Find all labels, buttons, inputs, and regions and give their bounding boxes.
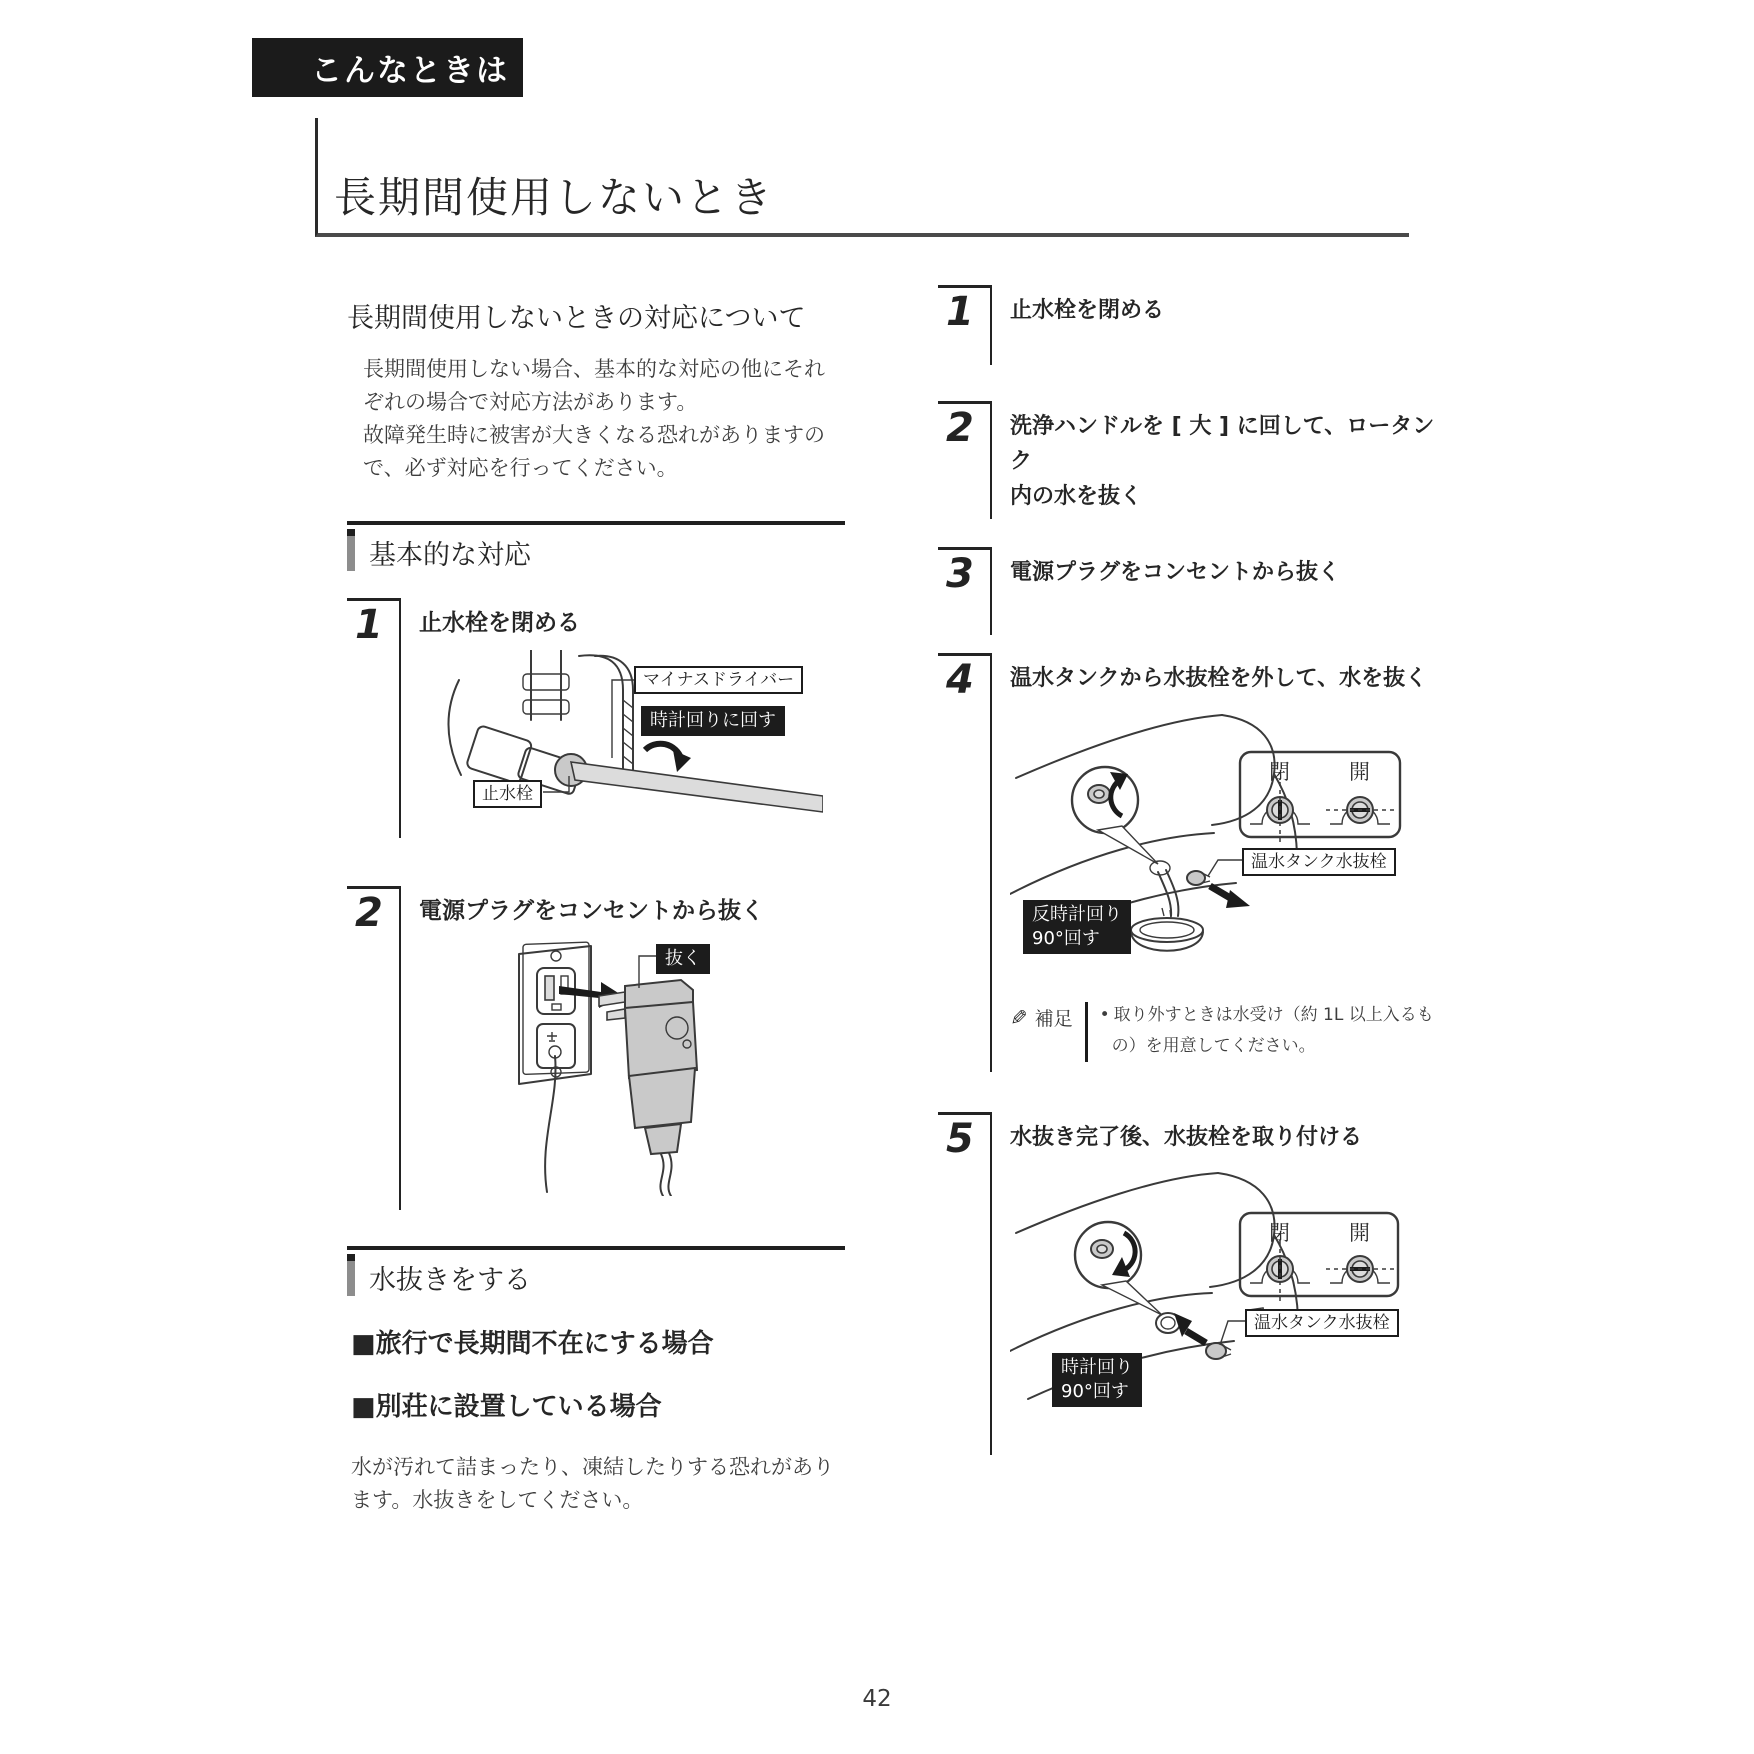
tank-plug-label: 温水タンク水抜栓 [1245, 1309, 1399, 1337]
right-step-1 [938, 285, 1438, 365]
step-number: 1 [347, 598, 401, 838]
power-plug-art [419, 940, 823, 1196]
step-title: 止水栓を閉める [419, 610, 580, 636]
step-title: 電源プラグをコンセントから抜く [419, 898, 764, 924]
step-title: 水抜き完了後、水抜栓を取り付ける [1010, 1125, 1363, 1150]
note-text [1100, 1000, 1434, 1062]
right-step-5 [938, 1112, 1438, 1455]
drain-case-2: ■別荘に設置している場合 [351, 1392, 662, 1422]
screwdriver-label: マイナスドライバー [634, 666, 803, 694]
tank-attach-diagram [1010, 1163, 1412, 1445]
turn-cw-label: 時計回り 90°回す [1052, 1353, 1142, 1407]
right-step-3 [938, 547, 1438, 635]
drain-line: ます。水抜きをしてください。 [351, 1488, 644, 1512]
note-label: ✎ 補足 [1010, 1005, 1073, 1030]
about-line: ぞれの場合で対応方法があります。 [363, 390, 698, 414]
about-line: で、必ず対応を行ってください。 [363, 456, 678, 480]
about-line: 長期間使用しない場合、基本的な対応の他にそれ [363, 357, 825, 381]
drain-line: 水が汚れて詰まったり、凍結したりする恐れがあり [351, 1455, 834, 1479]
basic-step-1 [347, 598, 845, 838]
about-line: 故障発生時に被害が大きくなる恐れがありますの [363, 423, 825, 447]
power-plug-diagram [419, 940, 823, 1196]
step-title: 止水栓を閉める [1010, 298, 1165, 323]
section-bar [347, 529, 355, 571]
step-number: 1 [938, 285, 992, 365]
step-number: 3 [938, 547, 992, 635]
note-line: • 取り外すときは水受け（約 1L 以上入るも [1099, 1005, 1434, 1025]
step-title: 電源プラグをコンセントから抜く [1010, 560, 1341, 585]
turn-clockwise-label: 時計回りに回す [641, 706, 785, 736]
about-heading: 長期間使用しないときの対応について [347, 303, 806, 334]
right-step-2 [938, 401, 1438, 519]
drain-section-heading: 水抜きをする [347, 1246, 845, 1297]
banner-label: こんなときは [311, 53, 509, 89]
basic-section-heading: 基本的な対応 [347, 521, 845, 572]
note-block [1010, 1000, 1438, 1062]
right-step-4 [938, 653, 1438, 1072]
stop-valve-label: 止水栓 [473, 780, 542, 808]
step-number: 2 [938, 401, 992, 519]
title-block [315, 118, 1409, 237]
step-title: 温水タンクから水抜栓を外して、水を抜く [1010, 666, 1428, 691]
step-number: 5 [938, 1112, 992, 1455]
drain-case-1: ■旅行で長期間不在にする場合 [351, 1329, 714, 1359]
right-column [938, 285, 1438, 1455]
open-label: 開 [1349, 1221, 1370, 1245]
step-title: 洗浄ハンドルを [ 大 ] に回して、ロータンク [1010, 414, 1435, 474]
note-divider [1085, 1002, 1088, 1062]
step-number: 2 [347, 886, 401, 1210]
section-banner [252, 38, 523, 97]
stop-valve-diagram [419, 650, 823, 838]
tank-drain-diagram [1010, 702, 1412, 984]
basic-step-2 [347, 886, 845, 1210]
close-label: 閉 [1269, 760, 1290, 784]
page-number: 42 [862, 1686, 892, 1712]
tank-plug-label: 温水タンク水抜栓 [1242, 848, 1396, 876]
section-bar [347, 1254, 355, 1296]
step-title: 内の水を抜く [1010, 484, 1143, 509]
step-number: 4 [938, 653, 992, 1072]
close-label: 閉 [1269, 1221, 1290, 1245]
open-label: 開 [1349, 760, 1370, 784]
note-line: の）を用意してください。 [1111, 1036, 1316, 1056]
pull-label: 抜く [656, 944, 710, 974]
turn-ccw-label: 反時計回り 90°回す [1023, 900, 1131, 954]
pencil-icon: ✎ [1010, 1005, 1028, 1030]
page-title: 長期間使用しないとき [334, 173, 775, 222]
left-column [347, 288, 845, 1517]
